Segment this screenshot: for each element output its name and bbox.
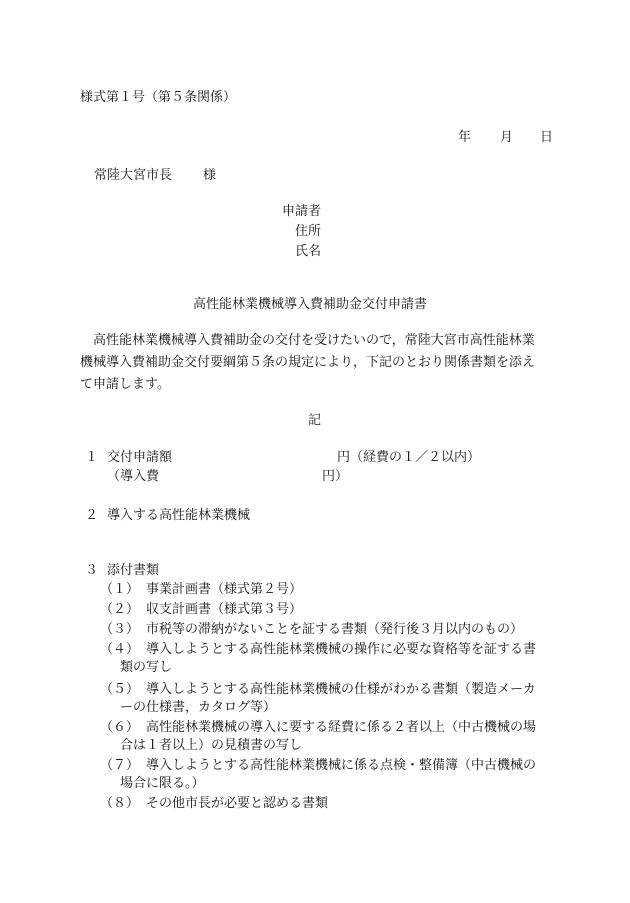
attachment-item-text: 市税等の滞納がないことを証する書類（発行後３月以内のもの） [146,622,524,637]
section1-sub-label: （導入費 [107,469,160,484]
attachment-item-number: （１） [100,582,140,597]
section1-unit: 円（経費の１／２以内） [337,450,481,465]
applicant-address-label: 住所 [295,224,322,239]
attachment-item-text: 導入しようとする高性能林業機械の操作に必要な資格等を証する書 [146,642,537,657]
section2-label: 導入する高性能林業機械 [107,508,251,523]
attachment-item-number: （２） [100,602,140,617]
attachment-item-text: その他市長が必要と認める書類 [146,796,329,811]
body-line-1: 高性能林業機械導入費補助金の交付を受けたいので，常陸大宮市高性能林業 [93,333,535,348]
attachment-item [100,680,536,700]
ki-heading: 記 [308,413,322,428]
attachment-item-continuation: ーの仕様書，カタログ等） [120,700,277,715]
attachment-item-continuation: 合は１者以上）の見積書の写し [120,738,303,753]
section1-number: １ [85,450,99,465]
attachment-item-text: 事業計画書（様式第２号） [146,582,303,597]
attachment-item [100,640,536,660]
document-title: 高性能林業機械導入費補助金交付申請書 [193,297,428,312]
section3-label: 添付書類 [107,563,160,578]
form-number: 様式第１号（第５条関係） [80,90,237,105]
attachment-item [100,756,536,776]
section1-sub-unit: 円） [322,469,349,484]
attachment-item-text: 導入しようとする高性能林業機械に係る点検・整備簿（中古機械の [146,758,537,773]
attachment-item-number: （５） [100,682,140,697]
section2-number: ２ [85,508,99,523]
attachment-item [100,580,302,600]
attachment-item-number: （８） [100,796,140,811]
attachment-item-text: 収支計画書（様式第３号） [146,602,303,617]
section1-label: 交付申請額 [107,450,173,465]
attachment-item-text: 導入しようとする高性能林業機械の仕様がわかる書類（製造メーカ [146,682,536,697]
body-line-3: て申請します。 [80,377,170,392]
date-day-label: 日 [540,130,554,145]
section3-number: ３ [85,563,99,578]
attachment-item-number: （４） [100,642,140,657]
attachment-item [100,620,523,640]
date-year-label: 年 [458,130,472,145]
attachment-item [100,794,328,814]
applicant-heading: 申請者 [282,204,322,219]
attachment-item [100,718,536,738]
body-line-2: 機械導入費補助金交付要綱第５条の規定により，下記のとおり関係書類を添え [80,355,536,370]
attachment-item-continuation: 類の写し [120,660,173,675]
applicant-name-label: 氏名 [295,244,322,259]
attachment-item-number: （７） [100,758,140,773]
attachment-item-text: 高性能林業機械の導入に要する経費に係る２者以上（中古機械の場 [146,720,537,735]
recipient-honorific: 様 [203,168,217,183]
attachment-item [100,600,302,620]
date-month-label: 月 [500,130,514,145]
attachment-item-number: （３） [100,622,140,637]
recipient-name: 常陸大宮市長 [94,168,173,183]
attachment-item-number: （６） [100,720,140,735]
attachment-item-continuation: 場合に限る。） [120,776,205,791]
